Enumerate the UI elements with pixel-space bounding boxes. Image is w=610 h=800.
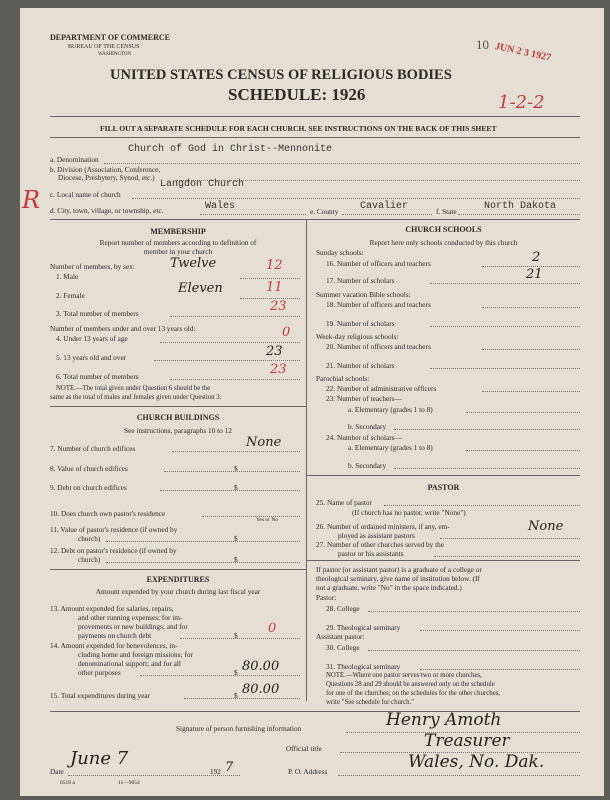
q14-dollar: $	[234, 668, 238, 677]
po-address-label: P. O. Address	[288, 767, 328, 776]
q5-label: 5. 13 years old and over	[56, 353, 127, 362]
q7-label: 7. Number of church edifices	[50, 444, 136, 453]
q14-label: 14. Amount expended for benevolences, in-	[50, 641, 178, 650]
q26-label: 26. Number of ordained ministers, if any, em-	[316, 522, 450, 531]
buildings-title: CHURCH BUILDINGS	[136, 413, 220, 422]
q11-label: 11. Value of pastor's residence (if owned by	[50, 525, 178, 534]
schools-rule	[307, 475, 580, 476]
q14-label-4: other purposes	[78, 668, 121, 677]
q24a-label: a. Elementary (grades 1 to 8)	[348, 443, 433, 452]
graduate-instruction-2: theological seminary, give name of institution below. (If	[316, 574, 480, 583]
department-label: DEPARTMENT OF COMMERCE	[50, 33, 171, 42]
q24b-label: b. Secondary	[348, 461, 387, 470]
q7-line	[172, 451, 300, 452]
state-value: North Dakota	[484, 201, 557, 212]
received-stamp: JUN 2 3 1927	[493, 41, 552, 64]
by-sex-label: Number of members, by sex:	[50, 262, 135, 271]
q23b-label: b. Secondary	[348, 422, 387, 431]
pastor-note-2: Questions 28 and 29 should be answered only on the schedule	[326, 681, 495, 688]
sunday-teachers-value: 2	[532, 250, 541, 265]
q30-line	[368, 650, 580, 651]
q31-line	[420, 669, 580, 670]
expenditures-intro: Amount expended by your church during last fiscal year	[95, 587, 261, 596]
q27-label: 27. Number of other churches served by the	[316, 540, 445, 549]
instruction-line: FILL OUT A SEPARATE SCHEDULE FOR EACH CHURCH. SEE INSTRUCTIONS ON THE BACK OF THIS SHEET	[100, 124, 497, 133]
q11-line	[106, 541, 300, 542]
q31-label: 31. Theological seminary	[326, 662, 401, 671]
schools-title: CHURCH SCHOOLS	[405, 225, 482, 234]
county-value: Cavalier	[360, 201, 409, 212]
q21-label: 21. Number of scholars	[326, 361, 395, 370]
q18-line	[482, 307, 580, 308]
year-digit: 7	[225, 760, 234, 775]
division-label: b. Division (Association, Conference,	[50, 165, 161, 174]
signature-value: Henry Amoth	[386, 710, 502, 730]
reference-number: 1-2-2	[498, 92, 545, 113]
q12-label: 12. Debt on pastor's residence (if owned by	[50, 546, 177, 555]
graduate-instruction: If pastor (or assistant pastor) is a graduate of a college or	[316, 565, 482, 574]
q13-label-4: payments on church debt	[78, 631, 152, 640]
form-subtitle: SCHEDULE: 1926	[228, 85, 366, 104]
signature-label: Signature of person furnishing information	[176, 724, 302, 733]
q6-line	[170, 379, 300, 380]
q23-label: 23. Number of teachers—	[326, 394, 402, 403]
q28-label: 28. College	[326, 604, 360, 613]
q14-label-3: denominational support; and for all	[78, 659, 181, 668]
official-title-label: Official title	[286, 744, 322, 753]
membership-intro-2: member in your church	[143, 247, 213, 256]
po-address-value: Wales, No. Dak.	[408, 752, 545, 772]
female-word: Eleven	[178, 281, 223, 296]
q13-label: 13. Amount expended for salaries, repairs,	[50, 604, 174, 613]
expenditures-title: EXPENDITURES	[146, 575, 210, 584]
q13-dollar: $	[234, 631, 238, 640]
membership-note-2: same as the total of males and females given under Question 3.	[50, 394, 222, 401]
q15-label: 15. Total expenditures during year	[50, 691, 151, 700]
q21-line	[430, 368, 580, 369]
total-members-1: 23	[270, 299, 287, 314]
q23b-line	[394, 429, 580, 430]
state-label: f. State	[436, 207, 457, 216]
graduate-instruction-3: not a graduate, write "No" in the space indicated.)	[316, 583, 462, 592]
q19-label: 19. Number of scholars	[326, 319, 395, 328]
weekday-label: Week-day religious schools:	[316, 332, 399, 341]
benevolences-value: 80.00	[242, 659, 280, 674]
q5-line	[154, 360, 300, 361]
denomination-value: Church of God in Christ--Mennonite	[128, 144, 333, 155]
q20-line	[482, 349, 580, 350]
sunday-scholars-value: 21	[526, 267, 543, 282]
q10-line	[202, 516, 300, 517]
po-address-line	[338, 775, 580, 776]
q15-dollar: $	[234, 691, 238, 700]
q29-line	[420, 630, 580, 631]
q4-label: 4. Under 13 years of age	[56, 334, 128, 343]
parochial-label: Parochial schools:	[316, 374, 370, 383]
schools-intro: Report here only schools conducted by this church	[369, 238, 518, 247]
margin-mark: R	[22, 186, 41, 214]
q4-line	[160, 342, 300, 343]
division-label-2: Diocese, Presbytery, Synod, etc.)	[58, 173, 155, 182]
denomination-line	[104, 163, 580, 164]
female-count: 11	[266, 280, 283, 295]
membership-title: MEMBERSHIP	[150, 227, 206, 236]
q22-line	[482, 391, 580, 392]
yes-no-hint: Yes or No	[256, 517, 279, 523]
q28-line	[368, 611, 580, 612]
vacation-label: Summer vacation Bible schools:	[316, 290, 411, 299]
q24-label: 24. Number of scholars—	[326, 433, 402, 442]
q27-label-2: pastor or his assistants	[338, 549, 404, 558]
column-divider	[306, 219, 307, 701]
census-form	[20, 8, 604, 796]
county-line	[342, 214, 432, 215]
city-field-label: d. City, town, village, or township, etc.	[50, 206, 164, 215]
total-members-2: 23	[270, 362, 287, 377]
membership-intro: Report number of members according to definition of	[99, 238, 257, 247]
city-value: Wales	[205, 201, 236, 212]
q24a-line	[466, 450, 580, 451]
church-edifices-count: None	[246, 435, 282, 450]
q9-label: 9. Debt on church edifices	[50, 483, 127, 492]
q3-label: 3. Total number of members	[56, 309, 139, 318]
pastor-rule	[307, 560, 580, 561]
q13-label-3: provements or new buildings; and for	[78, 622, 188, 631]
date-line	[68, 775, 240, 776]
q1-label: 1. Male	[56, 272, 79, 281]
male-word: Twelve	[170, 256, 217, 271]
q9-dollar: $	[234, 483, 238, 492]
q15-line	[184, 698, 300, 699]
q14-label-2: cluding home and foreign missions; for	[78, 650, 193, 659]
county-label: e. County	[310, 207, 339, 216]
q17-label: 17. Number of scholars	[326, 276, 395, 285]
q20-label: 20. Number of officers and teachers	[326, 342, 431, 351]
q8-dollar: $	[234, 464, 238, 473]
form-title: UNITED STATES CENSUS OF RELIGIOUS BODIES	[110, 67, 452, 83]
assistant-pastors-value: None	[528, 519, 564, 534]
q17-line	[430, 283, 580, 284]
state-line	[458, 214, 580, 215]
q19-line	[430, 326, 580, 327]
pastor-note: NOTE.—Where one pastor serves two or more churches,	[326, 672, 482, 679]
local-name-line	[132, 198, 580, 199]
q8-label: 8. Value of church edifices	[50, 464, 128, 473]
running-expenses-value: 0	[268, 621, 277, 636]
year-prefix: 192	[210, 767, 221, 776]
city-line	[200, 214, 306, 215]
header-rule-bottom	[50, 137, 580, 138]
membership-note: NOTE.—The total given under Question 6 should be the	[56, 385, 211, 392]
q11-dollar: $	[234, 534, 238, 543]
pastor-sub-label: Pastor:	[316, 593, 337, 602]
over-13-count: 23	[266, 344, 283, 359]
q25-hint: (If church has no pastor, write "None")	[352, 508, 466, 517]
q26-label-2: ployed as assistant pastors	[338, 531, 415, 540]
q29-label: 29. Theological seminary	[326, 623, 401, 632]
q8-line	[164, 471, 300, 472]
q13-label-2: and other running expenses; for im-	[78, 613, 183, 622]
city-label: WASHINGTON	[98, 52, 132, 57]
buildings-intro: See instructions, paragraphs 10 to 12	[124, 426, 232, 435]
pastor-note-4: write "See schedule for church."	[326, 699, 415, 706]
q1-line	[240, 278, 300, 279]
q25-label: 25. Name of pastor	[316, 498, 372, 507]
q30-label: 30. College	[326, 643, 360, 652]
under-13-count: 0	[282, 325, 291, 340]
date-value: June 7	[70, 748, 129, 769]
q23a-line	[466, 412, 580, 413]
q12-line	[106, 562, 300, 563]
q22-label: 22. Number of administrative officers	[326, 384, 437, 393]
q3-line	[170, 316, 300, 317]
q2-label: 2. Female	[56, 291, 85, 300]
form-number: 6518 a	[60, 780, 75, 786]
bureau-label: BUREAU OF THE CENSUS	[68, 44, 140, 50]
form-code: 11—9054	[118, 780, 140, 786]
membership-rule	[50, 406, 306, 407]
q25-line	[384, 505, 580, 506]
q24b-line	[394, 468, 580, 469]
q12-dollar: $	[234, 555, 238, 564]
assistant-sub-label: Assistant pastor:	[316, 632, 365, 641]
local-name-label: c. Local name of church	[50, 190, 121, 199]
stamp-number: 10	[476, 37, 489, 52]
q27-line	[434, 556, 580, 557]
total-expenditures-value: 80.00	[242, 682, 280, 697]
sunday-label: Sunday schools:	[316, 248, 364, 257]
q11-label-2: church)	[78, 534, 101, 543]
date-label: Date	[50, 767, 64, 776]
male-count: 12	[266, 258, 283, 273]
pastor-note-3: for one of the churches; on the schedules for the other churches,	[326, 690, 501, 697]
age-label: Number of members under and over 13 years old:	[50, 324, 196, 333]
q9-line	[160, 490, 300, 491]
q13-line	[180, 638, 300, 639]
official-title-value: Treasurer	[424, 731, 510, 751]
header-rule	[50, 116, 580, 117]
local-name-value: Langdon Church	[160, 179, 245, 190]
q14-line	[140, 675, 300, 676]
q23a-label: a. Elementary (grades 1 to 8)	[348, 405, 433, 414]
section-rule	[50, 219, 580, 220]
q26-line	[440, 538, 580, 539]
q12-label-2: church)	[78, 555, 101, 564]
buildings-rule	[50, 569, 306, 570]
q10-label: 10. Does church own pastor's residence	[50, 509, 166, 518]
q16-label: 16. Number of officers and teachers	[326, 259, 431, 268]
pastor-title: PASTOR	[427, 483, 460, 492]
q6-label: 6. Total number of members	[56, 372, 139, 381]
denomination-label: a. Denomination	[50, 155, 99, 164]
q18-label: 18. Number of officers and teachers	[326, 300, 431, 309]
